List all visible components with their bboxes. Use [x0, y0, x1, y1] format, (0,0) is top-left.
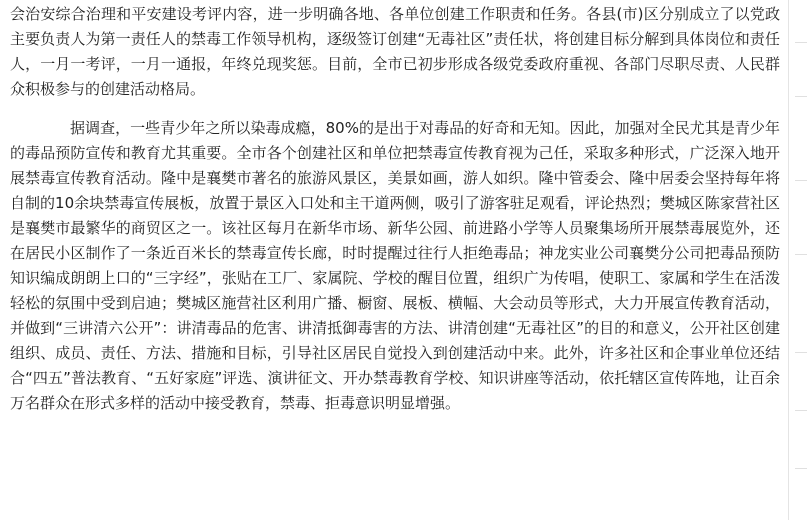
sidebar-divider	[795, 410, 807, 411]
right-sidebar-edge	[788, 0, 807, 520]
sidebar-divider	[795, 468, 807, 469]
article-paragraph-2: 据调查，一些青少年之所以染毒成瘾，80%的是出于对毒品的好奇和无知。因此，加强对全民尤其是青少年的毒品预防宣传和教育尤其重要。全市各个创建社区和单位把禁毒宣传教育视为己任，采取多种形式，广泛深入地开展禁毒宣传教育活动。隆中是襄樊市著名的旅游风景区，美景如画，游人如织。隆中管委会、隆中居委会坚持每年将自制的10余块禁毒宣传展板，放置于景区入口处和主干道两侧，吸引了游客驻足观看，评论热烈；樊城区陈家营社区是襄樊市最繁华的商贸区之一。该社区每月在新华市场、新华公园、前进路小学等人员聚集场所开展禁毒展览外，还在居民小区制作了一条近百米长的禁毒宣传长廊，时时提醒过往行人拒绝毒品；神龙实业公司襄樊分公司把毒品预防知识编成朗朗上口的“三字经”，张贴在工厂、家属院、学校的醒目位置，组织广为传唱，使职工、家属和学生在活泼轻松的氛围中受到启迪；樊城区施营社区利用广播、橱窗、展板、横幅、大会动员等形式，大力开展宣传教育活动，并做到“三讲清六公开”：讲清毒品的危害、讲清抵御毒害的方法、讲清创建“无毒社区”的目的和意义，公开社区创建组织、成员、责任、方法、措施和目标，引导社区居民自觉投入到创建活动中来。此外，许多社区和企事业单位还结合“四五”普法教育、“五好家庭”评选、演讲征文、开办禁毒教育学校、知识讲座等活动，依托辖区宣传阵地，让百余万名群众在形式多样的活动中接受教育，禁毒、拒毒意识明显增强。	[10, 119, 780, 412]
sidebar-divider	[795, 180, 807, 181]
article-paragraph-1: 会治安综合治理和平安建设考评内容，进一步明确各地、各单位创建工作职责和任务。各县(市)区分别成立了以党政主要负责人为第一责任人的禁毒工作领导机构，逐级签订创建“无毒社区”责任状，将创建目标分解到具体岗位和责任人，一月一考评，一月一通报，年终兑现奖惩。目前，全市已初步形成各级党委政府重视、各部门尽职尽责、人民群众积极参与的创建活动格局。	[10, 5, 780, 98]
sidebar-divider	[795, 352, 807, 353]
sidebar-divider	[795, 42, 807, 43]
sidebar-divider	[795, 96, 807, 97]
article-body	[10, 0, 780, 520]
sidebar-divider	[795, 254, 807, 255]
